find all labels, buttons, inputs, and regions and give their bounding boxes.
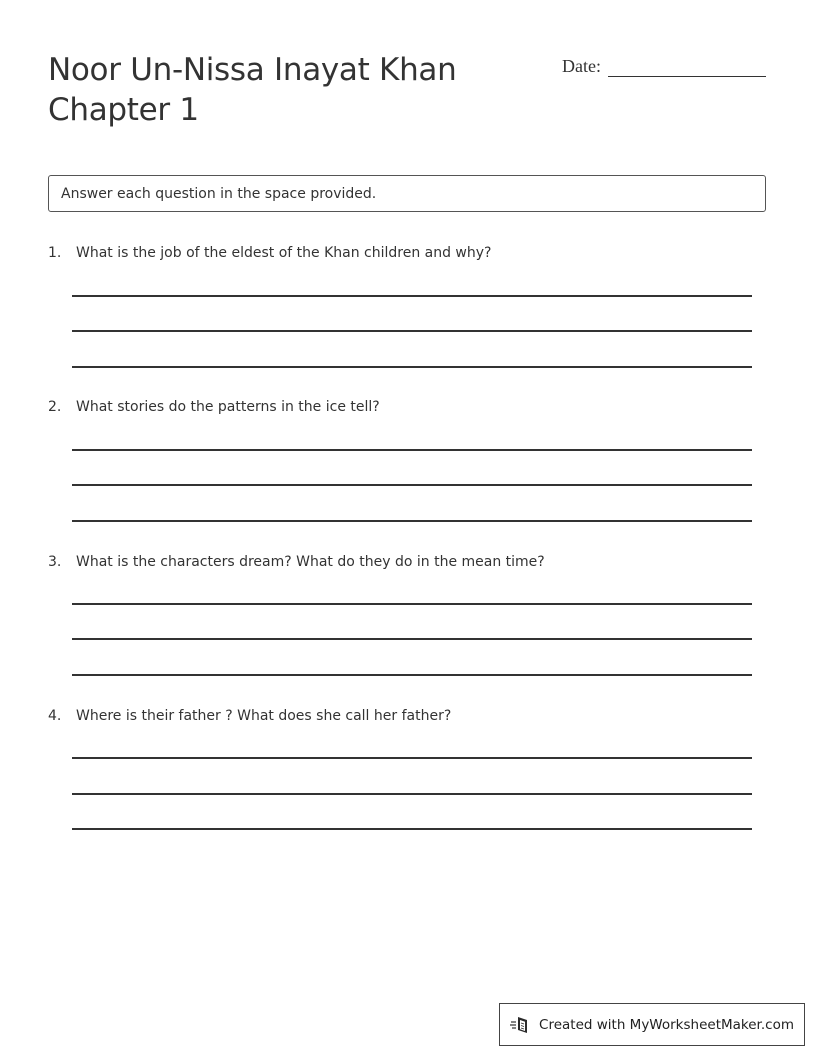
title-line-1: Noor Un-Nissa Inayat Khan [48,52,457,88]
answer-line [72,603,752,605]
date-label: Date: [562,56,601,76]
title-line-2: Chapter 1 [48,92,199,128]
question-text: What is the job of the eldest of the Khan children and why? [76,245,492,261]
answer-line [72,793,752,795]
question-number: 1. [48,245,62,261]
worksheet-maker-logo-icon [510,1014,532,1036]
answer-line [72,330,752,332]
question-3 [48,553,752,571]
footer-badge [499,1003,805,1046]
answer-line [72,757,752,759]
question-number: 3. [48,554,62,570]
page-title [48,50,456,130]
question-2 [48,398,752,416]
question-text: What stories do the patterns in the ice tell? [76,399,380,415]
date-blank-line [608,52,766,77]
question-4 [48,707,752,725]
answer-line [72,638,752,640]
question-text: Where is their father ? What does she call her father? [76,708,452,724]
question-number: 4. [48,708,62,724]
answer-line [72,295,752,297]
footer-text: Created with MyWorksheetMaker.com [539,1016,794,1033]
answer-line [72,674,752,676]
answer-line [72,366,752,368]
answer-line [72,449,752,451]
question-number: 2. [48,399,62,415]
answer-line [72,484,752,486]
question-1 [48,244,752,262]
instructions-text: Answer each question in the space provided. [61,185,377,202]
question-text: What is the characters dream? What do they do in the mean time? [76,554,545,570]
answer-line [72,828,752,830]
instructions-box [48,175,766,212]
date-field [562,52,766,77]
answer-line [72,520,752,522]
